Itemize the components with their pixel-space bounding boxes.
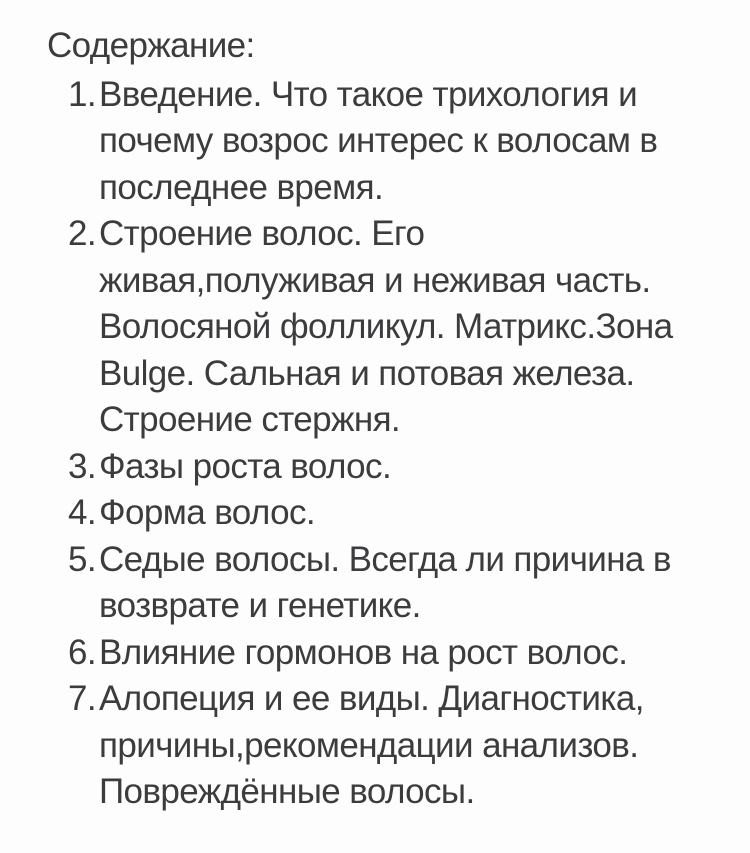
toc-item-text <box>99 444 720 491</box>
toc-item-line: Форма волос. <box>99 493 315 532</box>
toc-item-line: Строение стержня. <box>99 400 401 439</box>
toc-item-line: последнее время. <box>99 167 384 207</box>
toc-item-line: Bulge. Сальная и потовая железа. <box>99 353 635 393</box>
toc-item-line: Повреждённые волосы. <box>99 772 475 811</box>
toc-item <box>47 537 720 630</box>
toc-item-line: Седые волосы. Всегда ли причина в <box>99 539 671 579</box>
toc-item-number: 6. <box>68 632 96 672</box>
toc-item-text <box>99 211 720 444</box>
toc-item-line: почему возрос интерес к волосам в <box>99 121 658 160</box>
toc-item-line: Введение. Что такое трихология и <box>99 74 638 114</box>
toc-item-number: 4. <box>68 493 96 532</box>
toc-item-line: живая,полуживая и неживая часть. <box>99 260 651 300</box>
toc-item-line: Строение волос. Его <box>99 214 425 253</box>
toc-item <box>47 490 720 537</box>
toc-item-text <box>99 72 720 212</box>
toc-item-line: Фазы роста волос. <box>99 446 392 486</box>
toc-item-number: 3. <box>68 446 96 486</box>
toc-item-line: возврате и генетике. <box>99 586 421 625</box>
toc-item-number: 5. <box>68 539 96 579</box>
toc-item-text <box>99 676 720 816</box>
toc-item-line: причины,рекомендации анализов. <box>99 725 639 765</box>
page-title: Содержание: <box>47 26 255 65</box>
toc-item <box>47 676 720 816</box>
toc-item <box>47 444 720 491</box>
toc-item-number: 1. <box>68 74 96 114</box>
toc-item-number: 2. <box>68 214 96 253</box>
toc-list <box>47 72 720 816</box>
toc-item-line: Волосяной фолликул. Матрикс.Зона <box>99 307 673 346</box>
toc-item <box>47 72 720 212</box>
toc-item-text <box>99 490 720 537</box>
toc-item-text <box>99 630 720 677</box>
toc-item-line: Алопеция и ее виды. Диагностика, <box>99 679 644 718</box>
toc-item-text <box>99 537 720 630</box>
toc-item-number: 7. <box>68 679 96 718</box>
toc-item <box>47 211 720 444</box>
toc-item <box>47 630 720 677</box>
toc-item-line: Влияние гормонов на рост волос. <box>99 632 628 672</box>
